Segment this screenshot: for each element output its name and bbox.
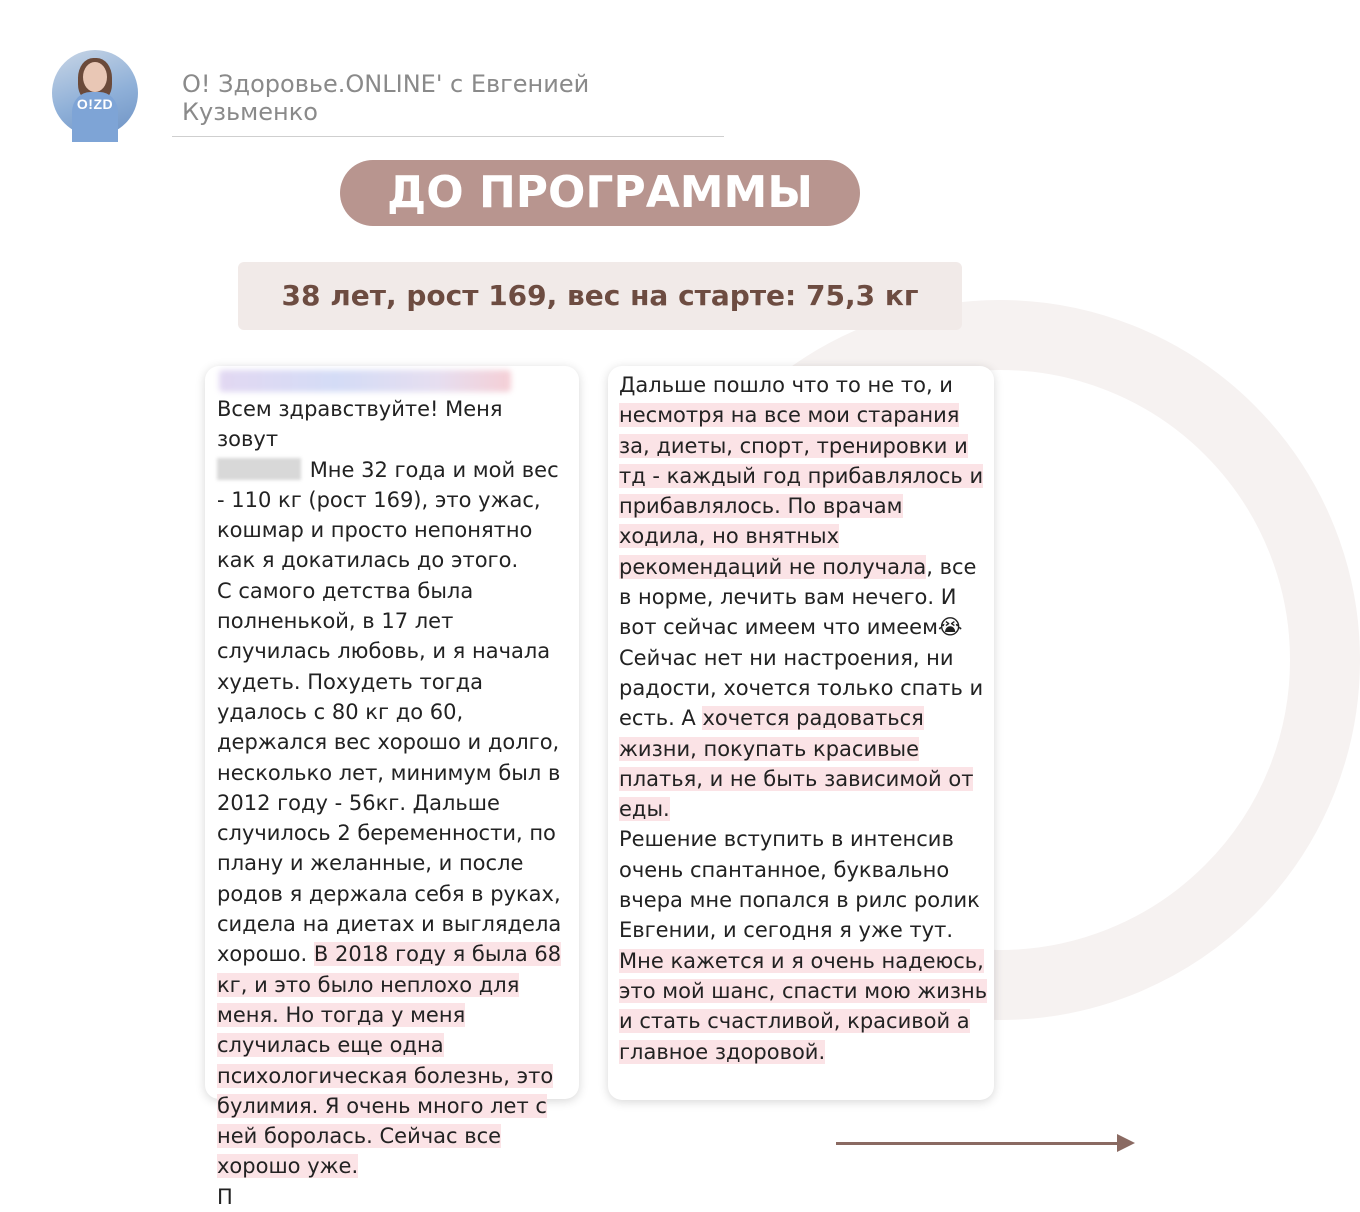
blurred-sender-name xyxy=(219,370,511,392)
greeting-text: Всем здравствуйте! Меня зовут xyxy=(217,397,503,452)
stats-banner: 38 лет, рост 169, вес на старте: 75,3 кг xyxy=(238,262,962,330)
decision-text: Решение вступить в интенсив очень спантанное, буквально вчера мне попался в рилс ролик Евгении, и сегодня я уже тут. xyxy=(619,827,980,943)
story-text: С самого детства была полненькой, в 17 лет случилась любовь, и я начала худеть. Похудеть тогда удалось с 80 кг до 60, держался вес хорошо и долго, несколько лет, минимум был в 2012 году - 56кг. Дальше случилось 2 беременности, по плану и желанные, и после родов я держала себя в руках, сидела на диетах и выглядела хорошо. xyxy=(217,578,562,967)
arrow-line xyxy=(836,1142,1122,1145)
avatar[interactable] xyxy=(52,50,138,136)
highlighted-text: Мне кажется и я очень надеюсь, это мой шанс, спасти мою жизнь и стать счастливой, красивой а главное здоровой. xyxy=(619,948,988,1064)
intro-text: Мне 32 года и мой вес - 110 кг (рост 169), это ужас, кошмар и просто непонятно как я докатилась до этого. xyxy=(217,457,559,573)
message-text-right xyxy=(619,370,988,1067)
cut-off-text: П xyxy=(217,1184,233,1209)
story-text: , все в норме, лечить вам нечего. И вот сейчас имеем что имеем😭 Сейчас нет ни настроения, ни радости, хочется только спать и есть. А xyxy=(619,554,984,731)
message-card-right xyxy=(608,366,994,1100)
redacted-name xyxy=(217,458,301,480)
highlighted-text: хочется радоваться жизни, покупать красивые платья, и не быть зависимой от еды. xyxy=(619,706,974,822)
message-card-left xyxy=(205,366,579,1209)
highlighted-text: несмотря на все мои старания за, диеты, спорт, тренировки и тд - каждый год прибавлялось и прибавлялось. По врачам ходила, но внятных рекомендаций не получала xyxy=(619,403,984,579)
story-text: Дальше пошло что то не то, и xyxy=(619,373,953,397)
page-title: ДО ПРОГРАММЫ xyxy=(340,160,860,226)
highlighted-text: В 2018 году я была 68 кг, и это было неплохо для меня. Но тогда у меня случилась еще одна психологическая болезнь, это булимия. Я очень много лет с ней боролась. Сейчас все хорошо уже. xyxy=(217,942,562,1179)
avatar-logo-text: O!ZD xyxy=(76,96,114,112)
message-text-left xyxy=(217,394,569,1212)
arrow-head xyxy=(1117,1134,1135,1152)
channel-name: О! Здоровье.ONLINE' с Евгенией Кузьменко xyxy=(172,70,724,137)
